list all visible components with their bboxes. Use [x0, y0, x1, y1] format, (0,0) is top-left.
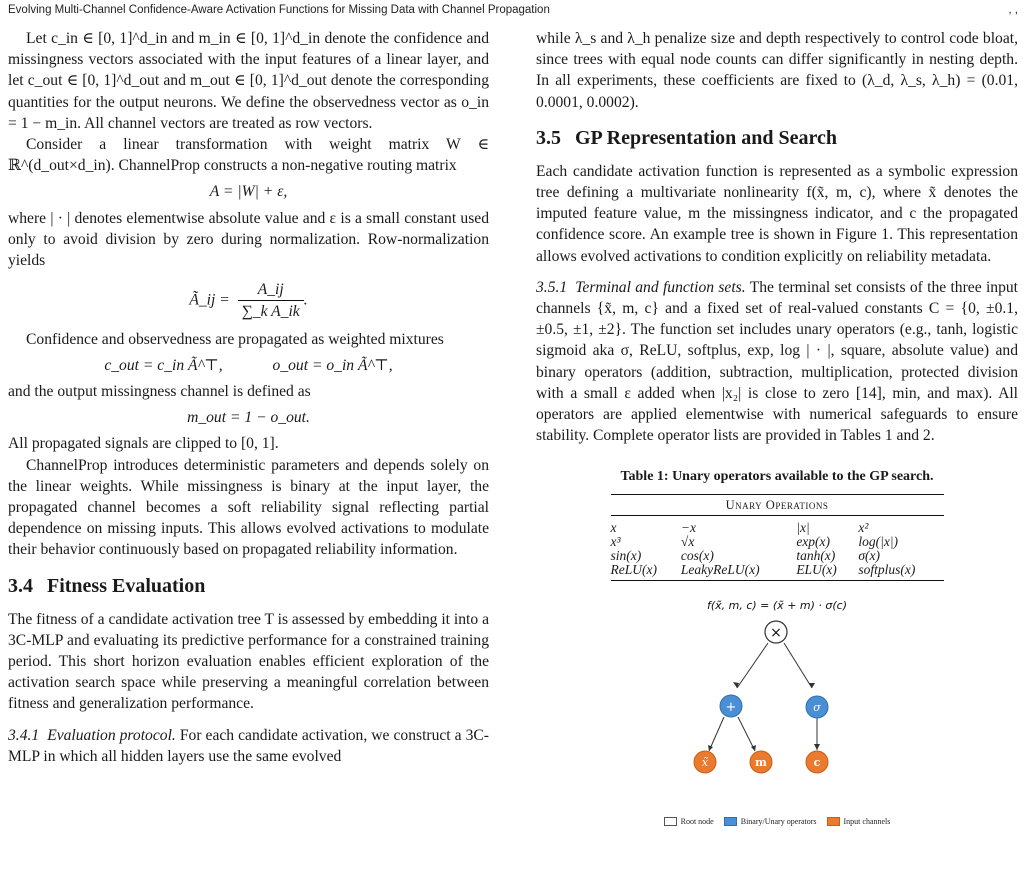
plus-icon: + — [725, 699, 737, 715]
unary-operators-table — [611, 494, 944, 581]
table-cell: √x — [680, 533, 695, 549]
paragraph-evaluation-protocol — [8, 725, 489, 767]
right-column — [536, 28, 1018, 832]
tree-formula: f(x̃, m, c) = (x̃ + m) · σ(c) — [706, 598, 848, 612]
evaluation-protocol-text: For each candidate activation, we construct a 3C-MLP in which all hidden layers use the same evolved — [8, 726, 489, 765]
legend-swatch-inputs — [827, 817, 840, 826]
paragraph-missingness-channel: and the output missingness channel is defined as — [8, 383, 311, 401]
tree-arrowheads — [708, 682, 820, 751]
legend-item-operators — [724, 811, 817, 832]
table-cell: ELU(x) — [796, 561, 837, 577]
eq2-numerator: A_ij — [238, 279, 304, 301]
running-title: Evolving Multi-Channel Confidence-Aware Activation Functions for Missing Data with Channel Propagation — [8, 4, 550, 16]
tree-node-plus — [720, 695, 742, 717]
edge-plus-x — [709, 717, 724, 751]
table-row — [611, 563, 944, 581]
table-cell: softplus(x) — [858, 561, 916, 577]
table-cell: x² — [858, 519, 869, 535]
eq2-lhs: Ã_ij = — [189, 291, 230, 309]
m-label: m — [755, 755, 767, 769]
edge-plus-m — [738, 717, 755, 751]
table-cell: x³ — [610, 533, 621, 549]
subsection-title: Terminal and function sets. — [575, 278, 746, 296]
table-cell: −x — [680, 519, 697, 535]
section-title: GP Representation and Search — [575, 126, 838, 149]
arrowhead — [708, 745, 713, 751]
terminal-sets-text: The terminal set consists of the three input channels {x̃, m, c} and a fixed set of real-valued constants C = {0, ±0.1, ±0.5, ±1, ±2}. The function set includes unary operators (e.g., tanh, logistic sigmoid aka σ, ReLU, softplus, exp, log | · |, square, absolute value) and binary operators (addition, subtraction, multiplication, protected division with a small ε added when |x₂| is close to zero [14], min, and max). All operators are applied elementwise with numerical safeguards to ensure stability. Complete operator lists are provided in Tables 1 and 2. — [536, 278, 1019, 445]
figure-expression-tree — [536, 591, 1018, 832]
paragraph-terminal-function-sets — [536, 277, 1018, 447]
tree-node-x — [694, 751, 716, 773]
subsection-heading-terminal — [536, 279, 746, 296]
table-cell: x — [610, 519, 617, 535]
table-cell: LeakyReLU(x) — [680, 561, 760, 577]
paragraph-propagation: Confidence and observedness are propagated as weighted mixtures — [26, 330, 444, 348]
table-caption: Table 1: Unary operators available to the GP search. — [620, 469, 934, 485]
tree-node-sigma — [806, 696, 828, 718]
legend-swatch-operators — [724, 817, 737, 826]
table-header: Unary Operations — [611, 494, 944, 515]
table-cell: ReLU(x) — [610, 561, 657, 577]
table-cell: σ(x) — [858, 547, 881, 563]
multiply-icon: × — [770, 624, 782, 641]
equation-row-normalization: Ã_ij = $\frac{A\_ij}{\text{∑\_k A\_ik}}$ . — [8, 279, 489, 322]
legend-swatch-root — [664, 817, 677, 826]
legend-item-inputs — [827, 811, 891, 832]
section-heading-fitness — [8, 573, 489, 599]
subsection-heading-evaluation — [8, 727, 176, 744]
table-cell: |x| — [796, 519, 810, 535]
arrowhead — [814, 744, 820, 750]
figure-legend — [536, 811, 1018, 832]
table-cell: cos(x) — [680, 547, 714, 563]
x-tilde-label: x̃ — [701, 755, 709, 769]
edge-root-sigma — [784, 643, 812, 688]
eq3-confidence: c_out = c_in Ã^⊤, — [104, 356, 223, 374]
arrowhead — [751, 745, 756, 751]
paragraph-bloat-penalty: while λ_s and λ_h penalize size and depth respectively to control code bloat, since trees with equal node counts can differ significantly in nesting depth. In all experiments, these coefficients are fixed to (λ_d, λ_s, λ_h) = (0.01, 0.0001, 0.0002). — [536, 30, 1018, 111]
eq3-observedness: o_out = o_in Ã^⊤, — [272, 356, 393, 374]
running-header-right: , , — [1008, 4, 1018, 16]
legend-label-inputs: Input channels — [843, 816, 891, 826]
subsection-title: Evaluation protocol. — [47, 726, 176, 744]
running-header — [8, 4, 1018, 16]
tree-node-c — [806, 751, 828, 773]
table-row — [611, 549, 944, 563]
table-row — [611, 535, 944, 549]
table-cell: tanh(x) — [796, 547, 836, 563]
section-title: Fitness Evaluation — [47, 574, 206, 597]
edge-root-plus — [737, 643, 768, 688]
legend-item-root — [664, 811, 714, 832]
tree-node-root — [765, 621, 787, 643]
section-number: 3.4 — [8, 574, 33, 597]
eq2-denominator: ∑_k A_ik — [241, 303, 300, 321]
table-cell: log(|x|) — [858, 533, 899, 549]
equation-missingness: m_out = 1 − o_out. — [187, 409, 310, 427]
table-cell: sin(x) — [610, 547, 642, 563]
sigma-icon: σ — [813, 700, 821, 714]
table-cell: exp(x) — [796, 533, 831, 549]
paragraph-channelprop-properties: ChannelProp introduces deterministic parameters and depends solely on the linear weights. While missingness is binary at the input layer, the propagated channel becomes a soft reliability signal reflecting partial dependence on missing inputs. This allows evolved activations to modulate their behavior continuously based on propagated reliability information. — [8, 456, 489, 559]
paragraph-clipping: All propagated signals are clipped to [0, 1]. — [8, 435, 279, 453]
paragraph-linear-transform: Consider a linear transformation with weight matrix W ∈ ℝ^(d_out×d_in). ChannelProp constructs a non-negative routing matrix — [8, 136, 489, 175]
c-label: c — [813, 755, 821, 769]
equation-routing-matrix: A = |W| + ε, — [209, 183, 288, 201]
legend-label-operators: Binary/Unary operators — [740, 816, 817, 826]
section-heading-gp — [536, 125, 1018, 151]
table-row — [611, 515, 944, 535]
expression-tree-svg — [536, 591, 1018, 781]
tree-node-m — [750, 751, 772, 773]
paragraph-fitness: The fitness of a candidate activation tree T is assessed by embedding it into a 3C-MLP and evaluating its predictive performance for a constrained training period. This short horizon evaluation enables efficient exploration of the activation search space while preserving a meaningful correlation between fitness and generalization performance. — [8, 610, 489, 713]
paragraph-representation: Each candidate activation function is represented as a symbolic expression tree defining a multivariate nonlinearity f(x̃, m, c), where x̃ denotes the imputed feature value, m the missingness indicator, and c the propagated confidence score. An example tree is shown in Figure 1. This representation allows evolved activations to condition explicitly on reliability metadata. — [536, 162, 1018, 265]
subsection-number: 3.5.1 — [536, 278, 568, 296]
equation-propagation — [8, 355, 489, 376]
paragraph-abs-value: where | · | denotes elementwise absolute value and ε is a small constant used only to avoid division by zero during normalization. Row-normalization yields — [8, 209, 489, 270]
section-number: 3.5 — [536, 126, 561, 149]
paragraph-channel-definitions: Let c_in ∈ [0, 1]^d_in and m_in ∈ [0, 1]^d_in denote the confidence and missingness vectors associated with the input features of a linear layer, and let c_out ∈ [0, 1]^d_out and m_out ∈ [0, 1]^d_out denote the corresponding quantities for the output neurons. We define the observedness vector as o_in = 1 − m_in. All channel vectors are treated as row vectors. — [8, 30, 489, 132]
left-column — [8, 28, 489, 767]
subsection-number: 3.4.1 — [8, 726, 40, 744]
legend-label-root: Root node — [680, 816, 714, 826]
